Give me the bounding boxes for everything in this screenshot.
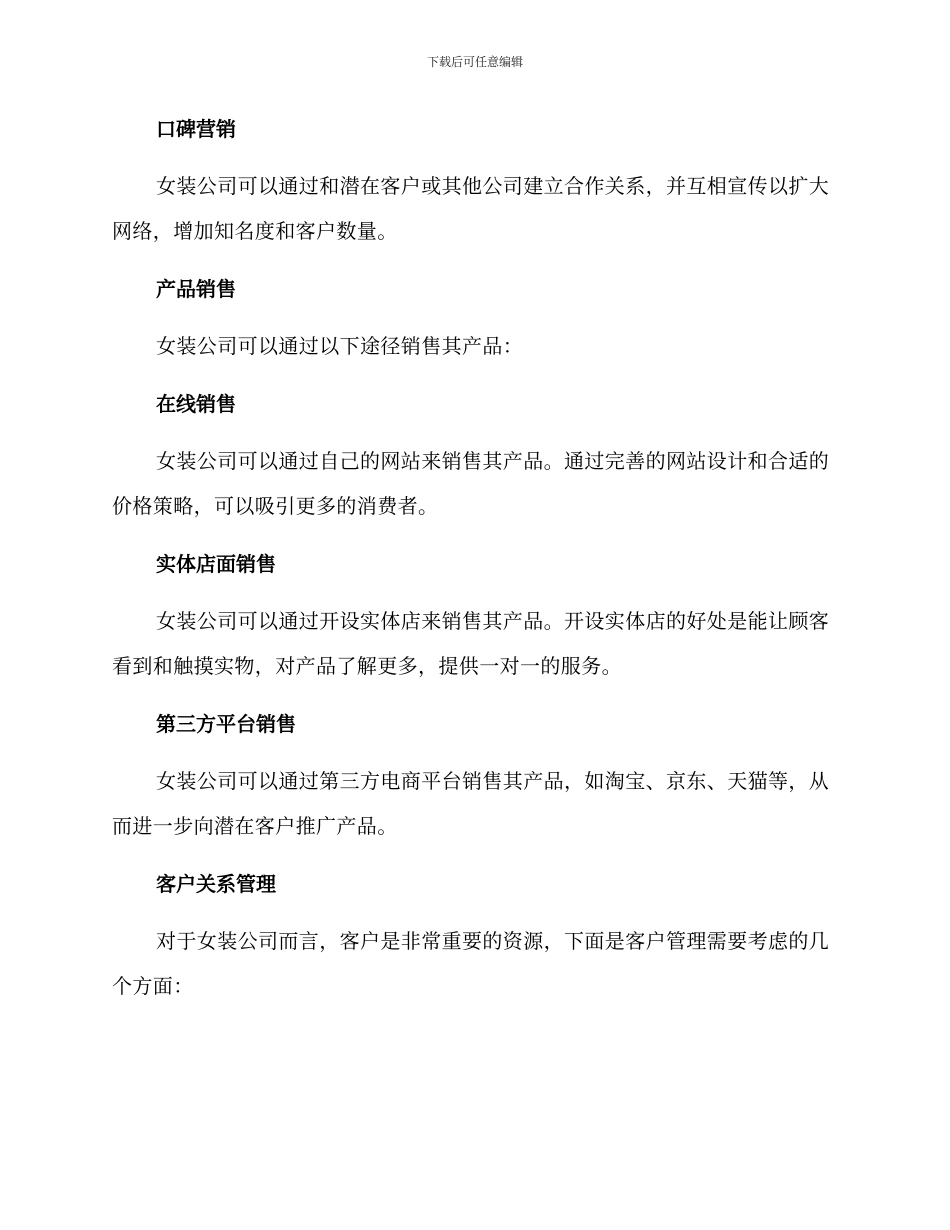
running-header: 下载后可任意编辑 xyxy=(426,55,523,69)
section-paragraph-word-of-mouth: 女装公司可以通过和潜在客户或其他公司建立合作关系，并互相宣传以扩大网络，增加知名度和客户数量。 xyxy=(112,174,830,243)
section-heading-third-party-platform-sales: 第三方平台销售 xyxy=(156,712,296,736)
section-paragraph-third-party-platform-sales: 女装公司可以通过第三方电商平台销售其产品，如淘宝、京东、天猫等，从而进一步向潜在客户推广产品。 xyxy=(112,769,830,838)
section-heading-product-sales: 产品销售 xyxy=(156,277,236,301)
section-paragraph-physical-store-sales: 女装公司可以通过开设实体店来销售其产品。开设实体店的好处是能让顾客看到和触摸实物，对产品了解更多，提供一对一的服务。 xyxy=(112,609,830,678)
section-heading-physical-store-sales: 实体店面销售 xyxy=(156,552,276,576)
section-heading-word-of-mouth: 口碑营销 xyxy=(156,117,236,141)
section-paragraph-online-sales: 女装公司可以通过自己的网站来销售其产品。通过完善的网站设计和合适的价格策略，可以吸引更多的消费者。 xyxy=(112,449,830,518)
section-paragraph-customer-relationship-management: 对于女装公司而言，客户是非常重要的资源，下面是客户管理需要考虑的几个方面： xyxy=(112,929,830,998)
section-paragraph-product-sales: 女装公司可以通过以下途径销售其产品： xyxy=(156,334,524,358)
section-heading-customer-relationship-management: 客户关系管理 xyxy=(156,872,276,896)
document-body xyxy=(112,106,832,1021)
section-heading-online-sales: 在线销售 xyxy=(156,392,236,416)
